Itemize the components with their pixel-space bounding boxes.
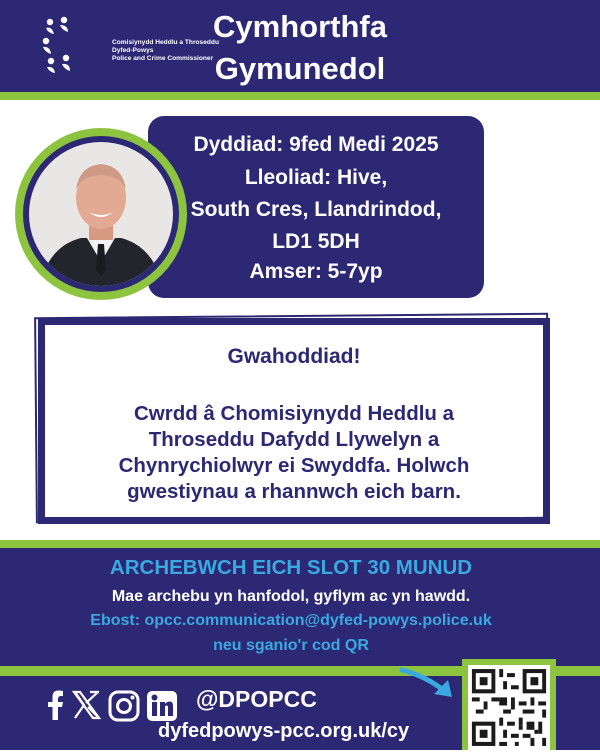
booking-heading: ARCHEBWCH EICH SLOT 30 MUNUD <box>109 556 473 579</box>
pcc-logo <box>42 14 219 76</box>
invitation-line-3: Chynrychiolwyr ei Swyddfa. Holwch <box>118 454 470 477</box>
booking-info: Mae archebu yn hanfodol, gyflym ac yn hawdd. <box>111 588 471 605</box>
linkedin-icon[interactable] <box>146 690 178 722</box>
invitation-body <box>45 401 543 505</box>
invitation-line-4: gwestiynau a rhannwch eich barn. <box>127 480 461 503</box>
event-date: Dyddiad: 9fed Medi 2025 <box>193 133 439 156</box>
logo-line-2: Dyfed-Powys <box>112 47 154 54</box>
facebook-icon[interactable] <box>44 690 66 720</box>
event-venue-line-2: South Cres, Llandrindod, <box>190 198 442 221</box>
qr-code[interactable] <box>468 665 550 750</box>
booking-email-link[interactable]: Ebost: opcc.communication@dyfed-powys.police.uk <box>90 612 492 629</box>
header-divider <box>0 92 600 100</box>
social-handle[interactable]: @DPOPCC <box>196 686 317 712</box>
logo-line-1: Comisiynydd Heddlu a Throseddu <box>112 39 219 46</box>
invitation-box <box>38 318 550 524</box>
booking-divider <box>0 540 600 548</box>
event-venue-line-1: Lleoliad: Hive, <box>244 166 388 189</box>
title-line-1: Cymhorthfa <box>213 9 387 44</box>
invitation-line-1: Cwrdd â Chomisiynydd Heddlu a <box>133 402 455 425</box>
qr-code-frame <box>462 659 556 750</box>
website-link[interactable]: dyfedpowys-pcc.org.uk/cy <box>158 720 410 742</box>
event-time: Amser: 5-7yp <box>249 260 383 283</box>
title-line-2: Gymunedol <box>214 51 386 86</box>
commissioner-photo-frame <box>15 128 187 300</box>
invitation-title: Gwahoddiad! <box>227 345 361 368</box>
commissioner-photo <box>23 136 179 292</box>
booking-qr-note: neu sganio'r cod QR <box>213 637 369 654</box>
event-venue-line-3: LD1 5DH <box>272 230 360 253</box>
logo-figures-icon <box>42 14 78 74</box>
booking-section <box>0 548 600 666</box>
invitation-line-2: Throseddu Dafydd Llywelyn a <box>148 428 440 451</box>
qr-code-icon <box>468 665 550 750</box>
arrow-icon <box>398 664 460 704</box>
event-details-box <box>148 116 484 298</box>
logo-line-3: Police and Crime Commissioner <box>112 55 214 62</box>
page-title <box>180 6 420 90</box>
x-icon[interactable] <box>72 690 102 720</box>
instagram-icon[interactable] <box>108 690 140 722</box>
